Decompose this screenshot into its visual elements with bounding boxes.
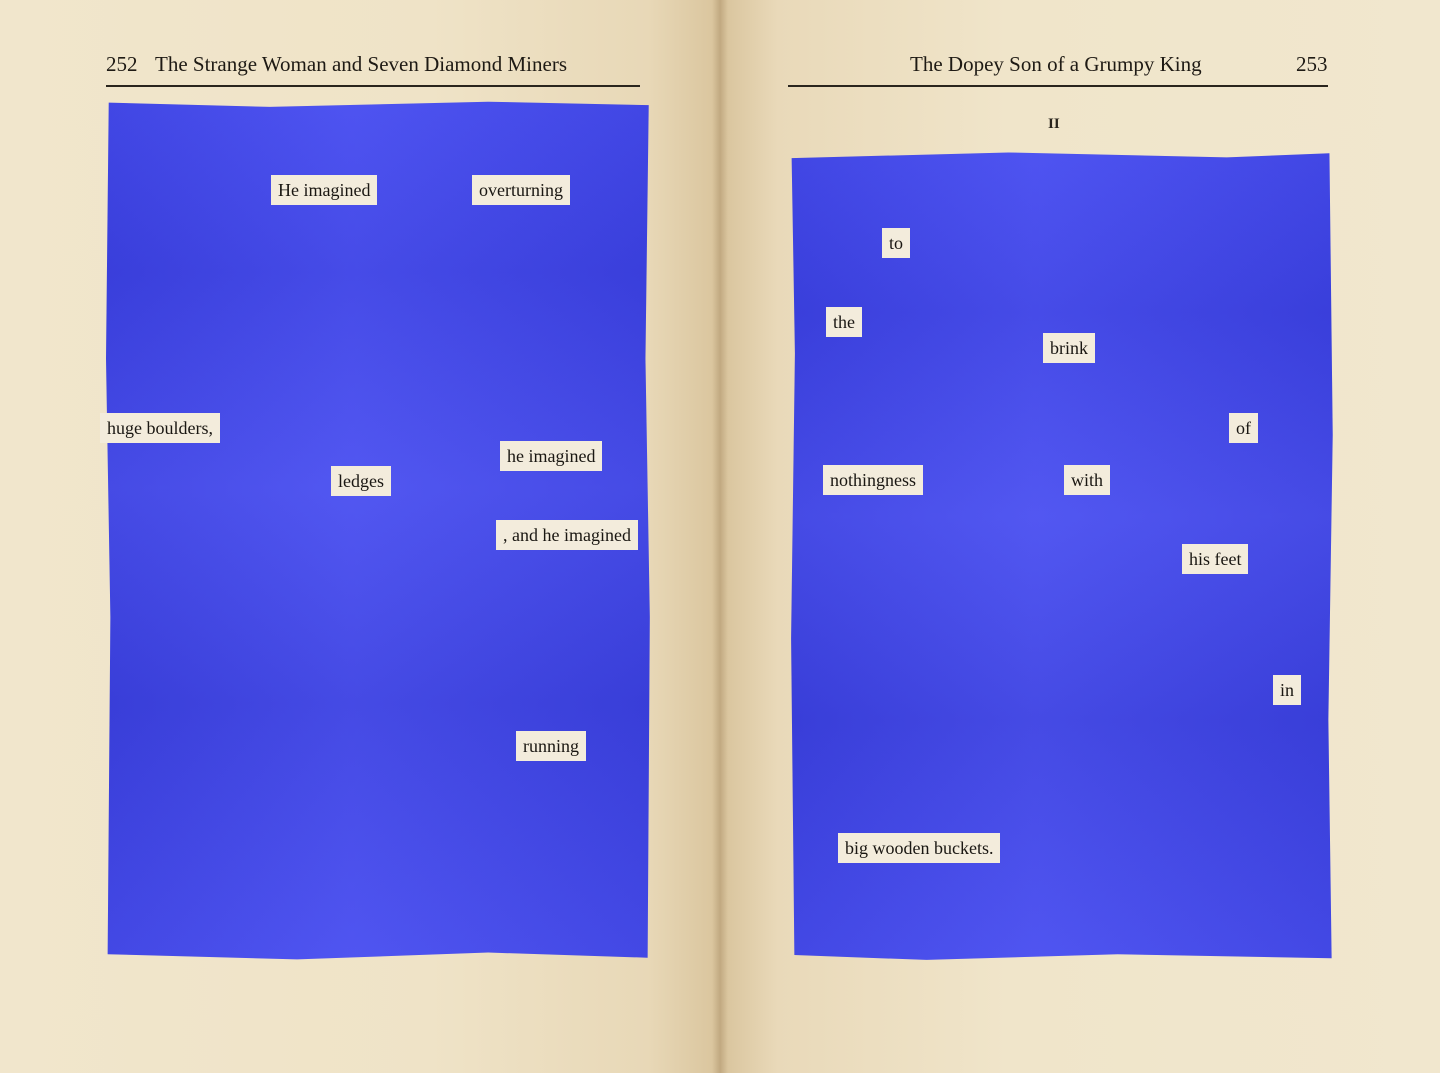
right-running-title: The Dopey Son of a Grumpy King [910, 52, 1202, 76]
right-header-rule [788, 85, 1328, 87]
left-running-title: The Strange Woman and Seven Diamond Miners [155, 52, 568, 76]
blackout-word: in [1273, 675, 1301, 705]
blackout-word: , and he imagined [496, 520, 638, 550]
blackout-word: with [1064, 465, 1110, 495]
blackout-word: ledges [331, 466, 391, 496]
blackout-word: of [1229, 413, 1258, 443]
blackout-word: huge boulders, [100, 413, 220, 443]
section-numeral: II [1048, 116, 1060, 132]
blackout-word: the [826, 307, 862, 337]
right-page-number: 253 [1296, 52, 1328, 76]
blackout-word: running [516, 731, 586, 761]
blackout-word: He imagined [271, 175, 377, 205]
blackout-word: to [882, 228, 910, 258]
blackout-word: big wooden buckets. [838, 833, 1000, 863]
blackout-word: brink [1043, 333, 1095, 363]
book-gutter [712, 0, 728, 1073]
blackout-word: overturning [472, 175, 570, 205]
blackout-word: nothingness [823, 465, 923, 495]
blackout-word: he imagined [500, 441, 602, 471]
blackout-word: his feet [1182, 544, 1248, 574]
left-header-rule [106, 85, 640, 87]
left-page-number: 252 [106, 52, 138, 76]
